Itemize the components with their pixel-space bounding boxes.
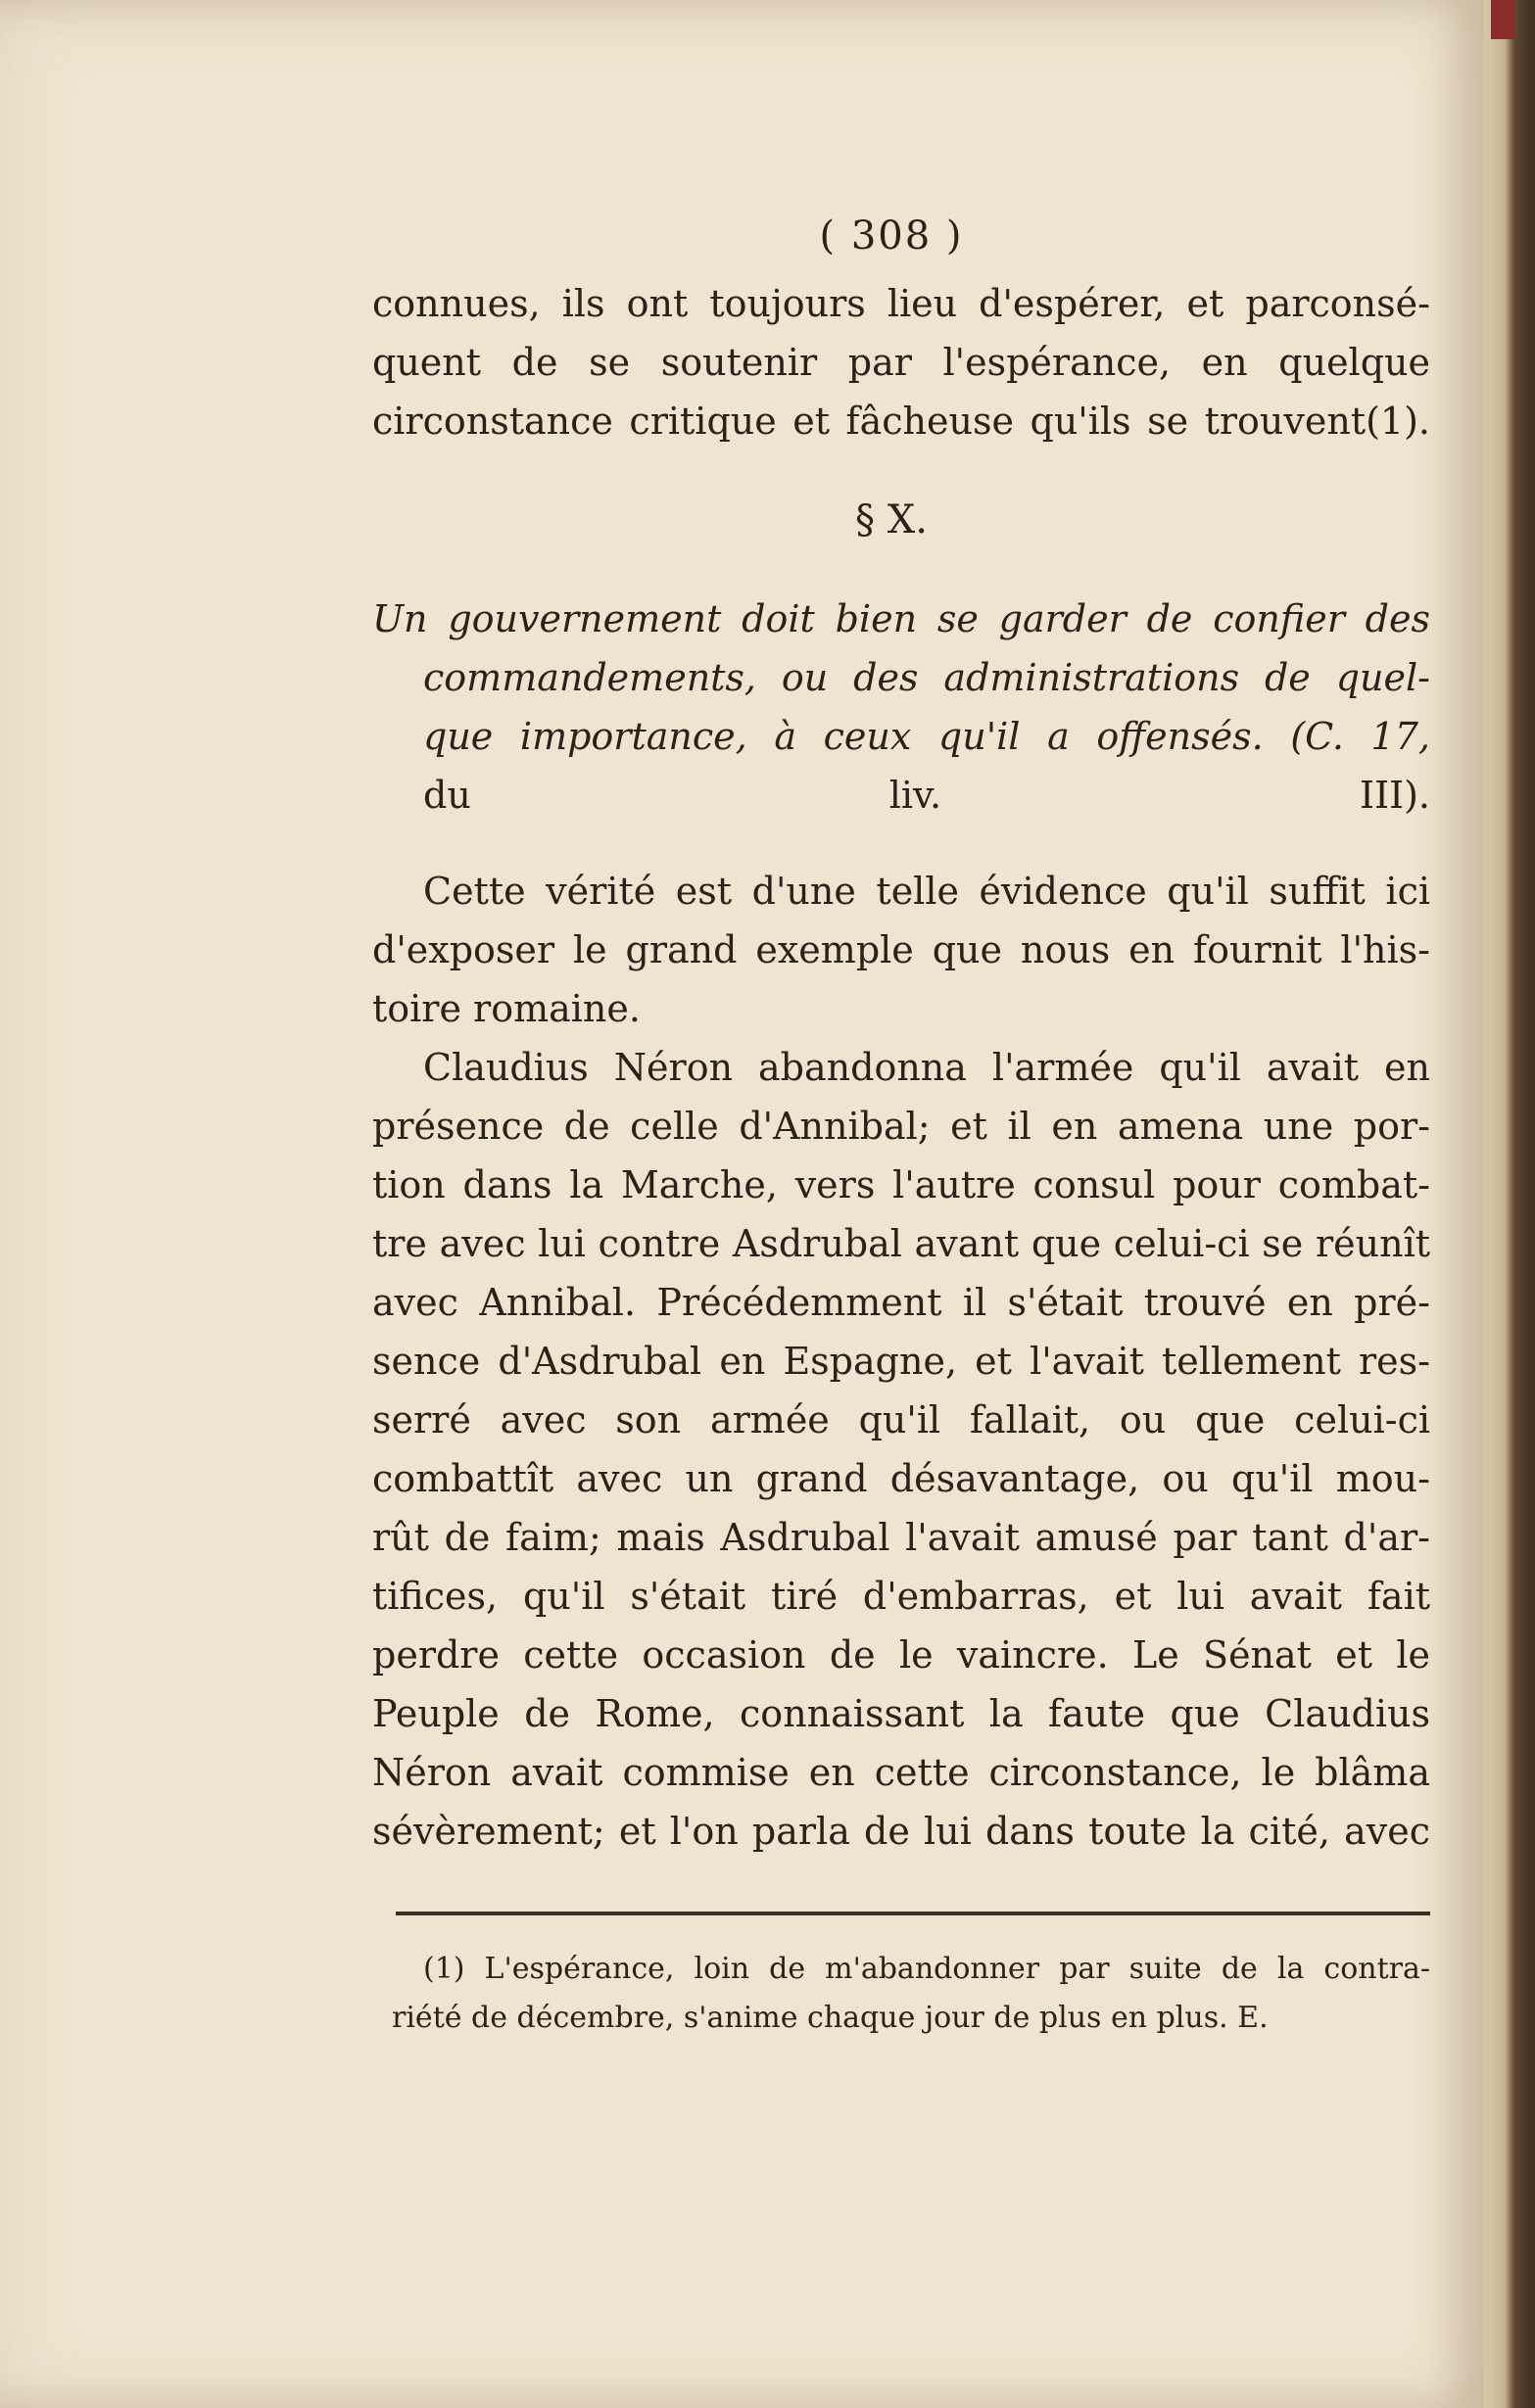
book-edge — [1484, 0, 1535, 2408]
text-line: combattît avec un grand désavantage, ou qu'il mou- — [372, 1457, 1430, 1500]
footnote — [392, 1945, 1430, 2043]
text-line: sence d'Asdrubal en Espagne, et l'avait tellement res- — [372, 1340, 1430, 1383]
text-line: connues, ils ont toujours lieu d'espérer, et parconsé- — [372, 282, 1430, 325]
text-line: d'exposer le grand exemple que nous en fournit l'his- — [372, 928, 1430, 971]
text-line: Cette vérité est d'une telle évidence qu'il suffit ici — [423, 870, 1430, 913]
text-line: avec Annibal. Précédemment il s'était trouvé en pré- — [372, 1281, 1430, 1324]
bookmark-ribbon — [1491, 0, 1514, 39]
text-line: Claudius Néron abandonna l'armée qu'il avait en — [423, 1046, 1430, 1089]
text-line: tifices, qu'il s'était tiré d'embarras, et lui avait fait — [372, 1575, 1430, 1618]
text-line: toire romaine. — [372, 987, 641, 1030]
summary-line: commandements, ou des administrations de quel- — [423, 656, 1430, 699]
footnote-line: riété de décembre, s'anime chaque jour de plus en plus. E. — [392, 2001, 1269, 2035]
page-number: ( 308 ) — [819, 213, 964, 259]
text-line: présence de celle d'Annibal; et il en amena une por- — [372, 1105, 1430, 1148]
section-heading: § X. — [855, 497, 928, 543]
text-line: perdre cette occasion de le vaincre. Le Sénat et le — [372, 1633, 1430, 1676]
text-line: sévèrement; et l'on parla de lui dans toute la cité, avec — [372, 1810, 1430, 1853]
summary-line: que importance, à ceux qu'il a offensés. (C. 17, — [423, 715, 1430, 758]
summary-line: du liv. III). — [423, 774, 1430, 817]
footnote-line: (1) L'espérance, loin de m'abandonner par suite de la contra- — [423, 1952, 1430, 1986]
paragraph-1 — [372, 862, 1430, 1038]
text-line: serré avec son armée qu'il fallait, ou que celui-ci — [372, 1398, 1430, 1441]
text-line: circonstance critique et fâcheuse qu'ils se trouvent(1). — [372, 400, 1430, 443]
text-line: tion dans la Marche, vers l'autre consul pour combat- — [372, 1163, 1430, 1206]
section-summary — [372, 590, 1430, 825]
text-line: Peuple de Rome, connaissant la faute que Claudius — [372, 1692, 1430, 1735]
text-line: tre avec lui contre Asdrubal avant que celui-ci se réunît — [372, 1222, 1430, 1265]
paragraph-2 — [372, 1038, 1430, 1861]
continuation-paragraph — [372, 274, 1430, 450]
footnote-rule — [396, 1912, 1430, 1915]
text-line: Néron avait commise en cette circonstance, le blâma — [372, 1751, 1430, 1794]
summary-line: Un gouvernement doit bien se garder de confier des — [372, 597, 1430, 640]
text-line: quent de se soutenir par l'espérance, en quelque — [372, 341, 1430, 384]
text-line: rût de faim; mais Asdrubal l'avait amusé par tant d'ar- — [372, 1516, 1430, 1559]
